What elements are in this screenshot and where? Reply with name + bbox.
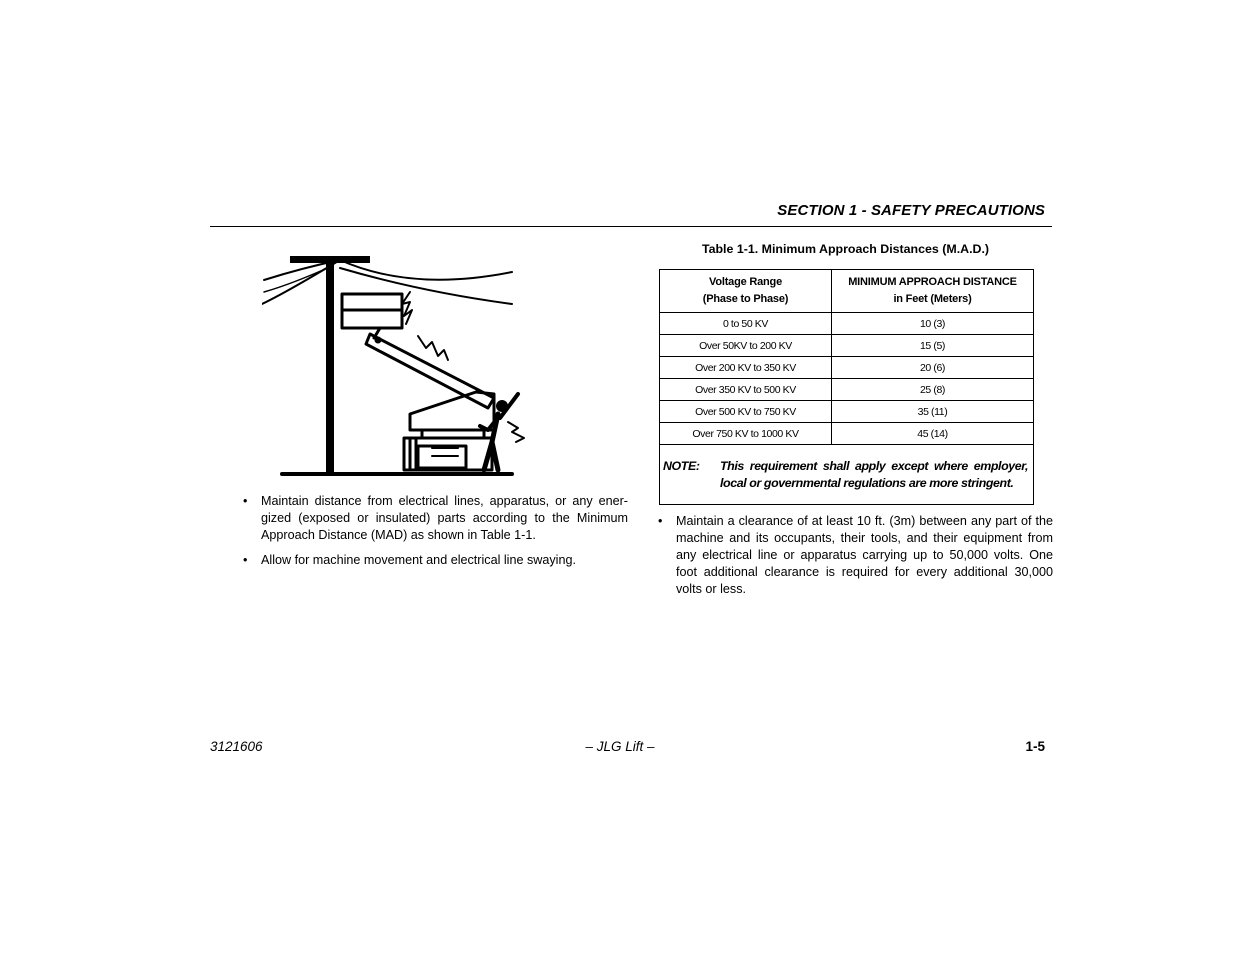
electrocution-hazard-illustration xyxy=(262,252,532,480)
header-line: Voltage Range xyxy=(709,276,782,288)
minimum-approach-distance-table xyxy=(659,269,1034,505)
header-approach-distance xyxy=(832,270,1034,313)
table-row xyxy=(660,379,1034,401)
distance-cell: 10 (3) xyxy=(832,313,1034,335)
note-text: This requirement shall apply except where employer, local or governmental regulations are more stringent. xyxy=(720,458,1028,490)
header-line: (Phase to Phase) xyxy=(702,293,789,305)
table-note-row xyxy=(660,445,1034,505)
document-number: 3121606 xyxy=(210,739,263,754)
header-line: MINIMUM APPROACH DISTANCE xyxy=(848,276,1017,288)
note-label: NOTE: xyxy=(663,458,700,473)
voltage-cell: Over 750 KV to 1000 KV xyxy=(660,423,832,445)
bullet-text: Allow for machine movement and electrical line swaying. xyxy=(261,553,576,567)
table-note xyxy=(660,445,1034,505)
voltage-cell: Over 350 KV to 500 KV xyxy=(660,379,832,401)
bullet-glyph: • xyxy=(243,494,248,508)
bullet-text: Maintain distance from electrical lines, apparatus, or any ener-gized (exposed or insulated) parts according to the Minimum Approach Distance (MAD) as shown in Table 1-1. xyxy=(261,494,628,542)
list-item xyxy=(243,552,628,569)
bullet-text: Maintain a clearance of at least 10 ft. (3m) between any part of the machine and its occupants, their tools, and their equipment from any electrical line or apparatus carrying up to 50,000 volts. One foot additional clearance is required for every additional 30,000 volts or less. xyxy=(676,514,1053,596)
page-number: 1-5 xyxy=(1025,739,1045,754)
list-item xyxy=(658,513,1053,598)
voltage-cell: 0 to 50 KV xyxy=(660,313,832,335)
header-voltage-range xyxy=(660,270,832,313)
distance-cell: 20 (6) xyxy=(832,357,1034,379)
bullet-glyph: • xyxy=(243,553,248,567)
list-item xyxy=(243,493,628,544)
table-row xyxy=(660,401,1034,423)
table-header-row xyxy=(660,270,1034,313)
table-row xyxy=(660,423,1034,445)
right-bullet-list xyxy=(658,513,1053,606)
footer-brand: – JLG Lift – xyxy=(585,739,655,754)
voltage-cell: Over 50KV to 200 KV xyxy=(660,335,832,357)
header-rule xyxy=(210,226,1052,227)
section-title: SECTION 1 - SAFETY PRECAUTIONS xyxy=(777,202,1045,219)
table-row xyxy=(660,335,1034,357)
voltage-cell: Over 200 KV to 350 KV xyxy=(660,357,832,379)
distance-cell: 35 (11) xyxy=(832,401,1034,423)
distance-cell: 25 (8) xyxy=(832,379,1034,401)
table-row xyxy=(660,313,1034,335)
distance-cell: 15 (5) xyxy=(832,335,1034,357)
distance-cell: 45 (14) xyxy=(832,423,1034,445)
header-line: in Feet (Meters) xyxy=(893,293,972,305)
table-row xyxy=(660,357,1034,379)
voltage-cell: Over 500 KV to 750 KV xyxy=(660,401,832,423)
bullet-glyph: • xyxy=(658,514,663,528)
table-caption: Table 1-1. Minimum Approach Distances (M.A.D.) xyxy=(701,242,990,256)
left-bullet-list xyxy=(243,493,628,577)
